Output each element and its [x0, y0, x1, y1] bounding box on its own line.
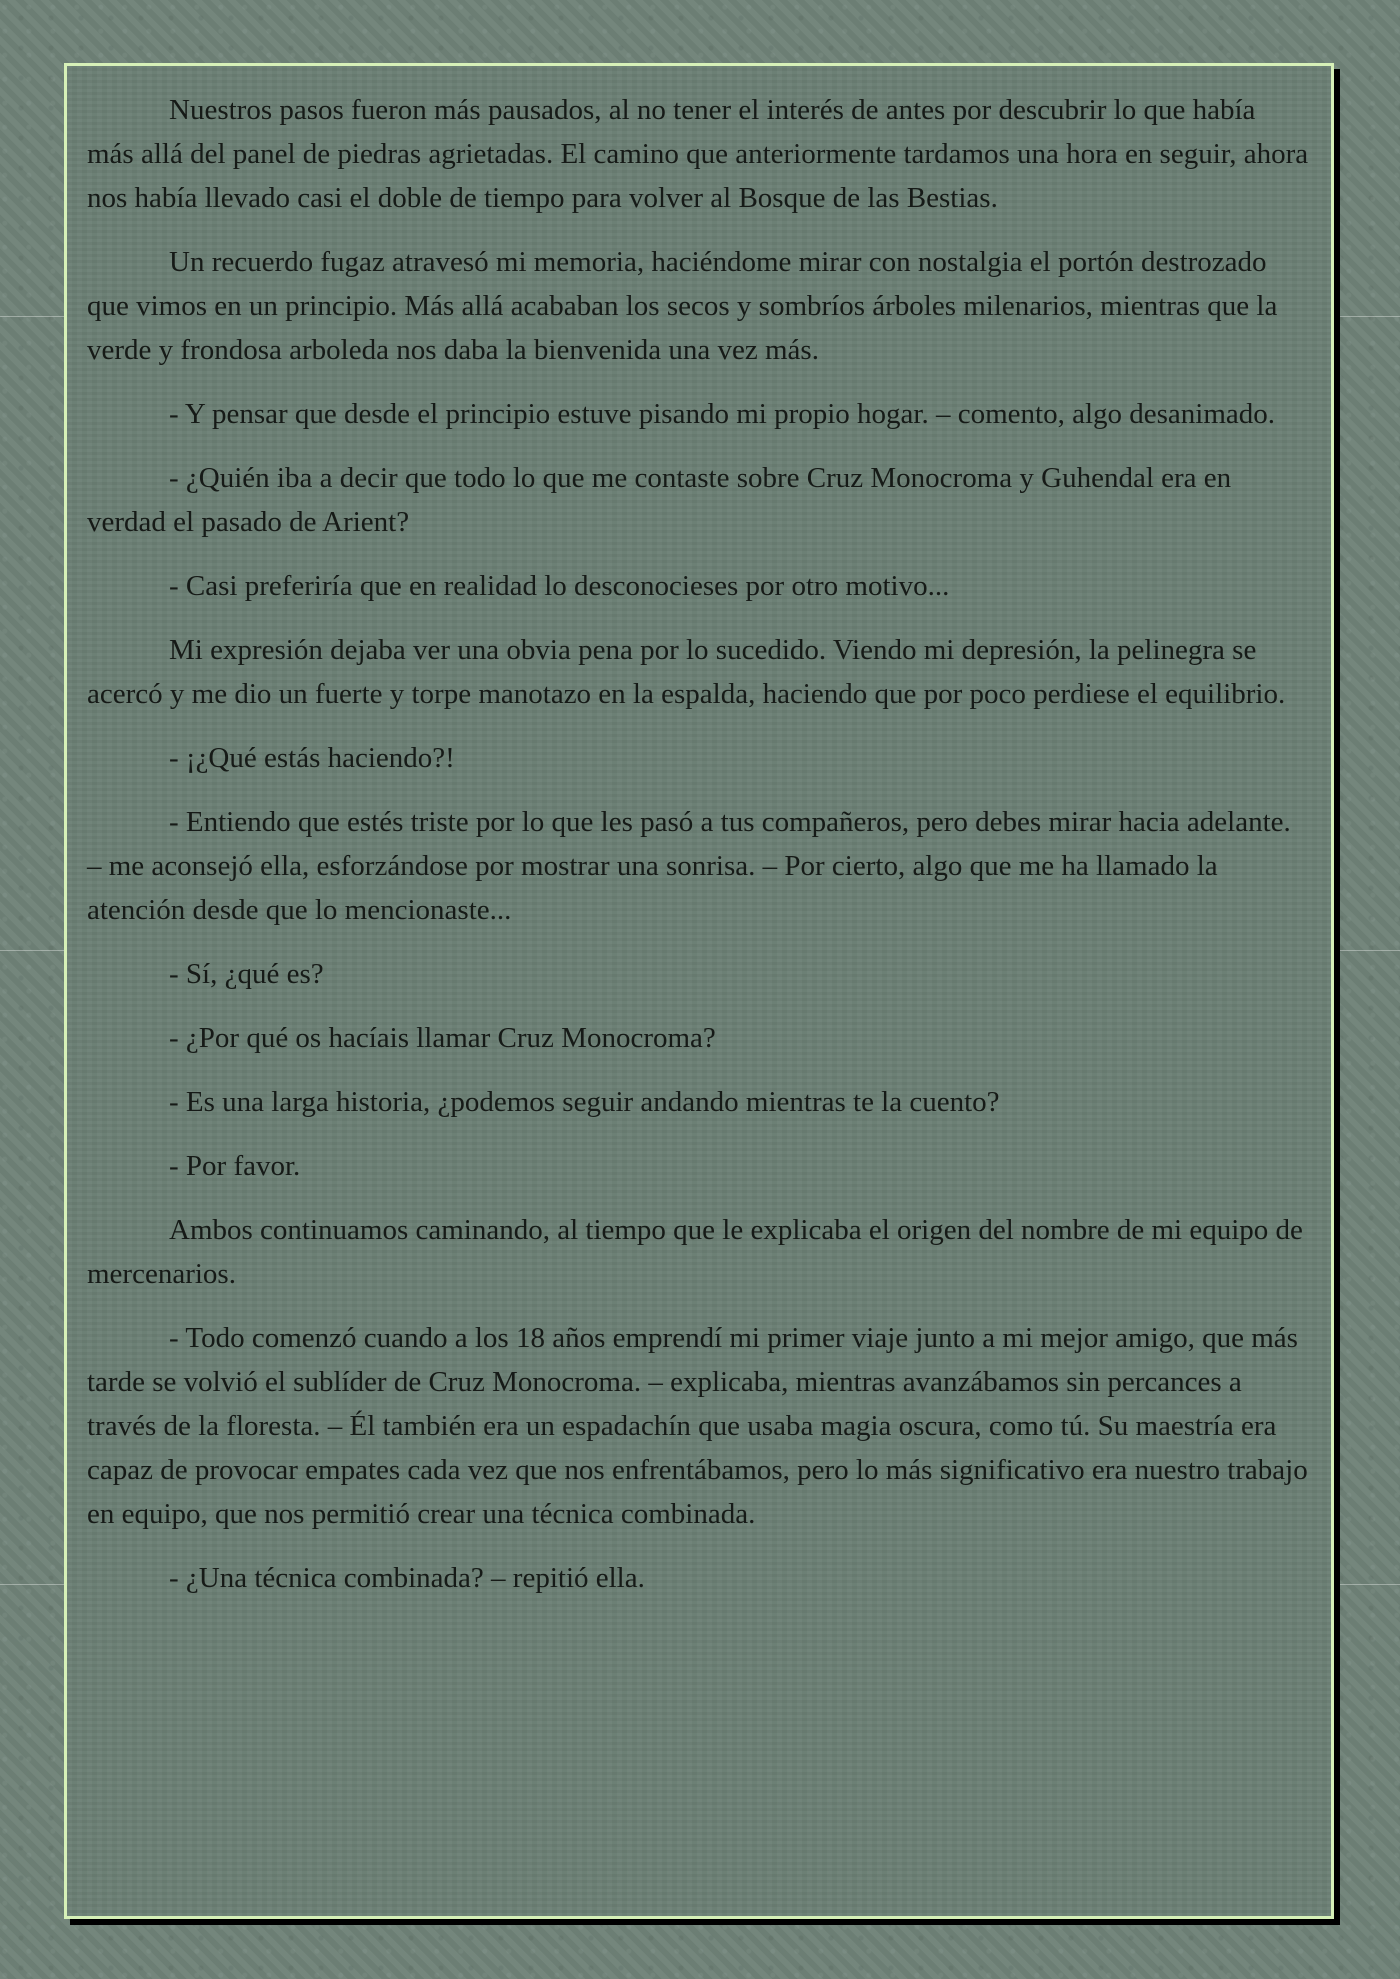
paragraph: - Y pensar que desde el principio estuve pisando mi propio hogar. – comento, algo desanimado.	[169, 398, 1276, 430]
paragraph: Mi expresión dejaba ver una obvia pena por lo sucedido. Viendo mi depresión, la pelinegra se acercó y me dio un fuerte y torpe manotazo en la espalda, haciendo que por poco perdiese el equilibrio.	[87, 634, 1286, 710]
paragraph: - Todo comenzó cuando a los 18 años emprendí mi primer viaje junto a mi mejor amigo, que más tarde se volvió el sublíder de Cruz Monocroma. – explicaba, mientras avanzábamos sin percances a través de la floresta. – Él también era un espadachín que usaba magia oscura, como tú. Su maestría era capaz de provocar empates cada vez que nos enfrentábamos, pero lo más significativo era nuestro trabajo en equipo, que nos permitió crear una técnica combinada.	[87, 1322, 1308, 1530]
text-panel	[64, 63, 1334, 1919]
paragraph: - Casi preferiría que en realidad lo desconocieses por otro motivo...	[169, 570, 950, 602]
paragraph: Ambos continuamos caminando, al tiempo que le explicaba el origen del nombre de mi equipo de mercenarios.	[87, 1214, 1303, 1290]
paragraph: - Entiendo que estés triste por lo que les pasó a tus compañeros, pero debes mirar hacia adelante. – me aconsejó ella, esforzándose por mostrar una sonrisa. – Por cierto, algo que me ha llamado la atención desde que lo mencionaste...	[87, 806, 1291, 926]
paragraph: - ¿Quién iba a decir que todo lo que me contaste sobre Cruz Monocroma y Guhendal era en verdad el pasado de Arient?	[87, 462, 1232, 538]
paragraph: - Es una larga historia, ¿podemos seguir andando mientras te la cuento?	[169, 1086, 1000, 1118]
paragraph: Nuestros pasos fueron más pausados, al no tener el interés de antes por descubrir lo que había más allá del panel de piedras agrietadas. El camino que anteriormente tardamos una hora en seguir, ahora nos había llevado casi el doble de tiempo para volver al Bosque de las Bestias.	[87, 94, 1309, 214]
paragraph: Un recuerdo fugaz atravesó mi memoria, haciéndome mirar con nostalgia el portón destrozado que vimos en un principio. Más allá acababan los secos y sombríos árboles milenarios, mientras que la verde y frondosa arboleda nos daba la bienvenida una vez más.	[87, 246, 1278, 366]
paragraph: - ¡¿Qué estás haciendo?!	[169, 742, 455, 774]
paragraph: - Sí, ¿qué es?	[169, 958, 324, 990]
paragraph: - ¿Por qué os hacíais llamar Cruz Monocroma?	[169, 1022, 716, 1054]
page-text	[87, 88, 1309, 1600]
paragraph: - ¿Una técnica combinada? – repitió ella.	[169, 1562, 645, 1594]
paragraph: - Por favor.	[169, 1150, 301, 1182]
